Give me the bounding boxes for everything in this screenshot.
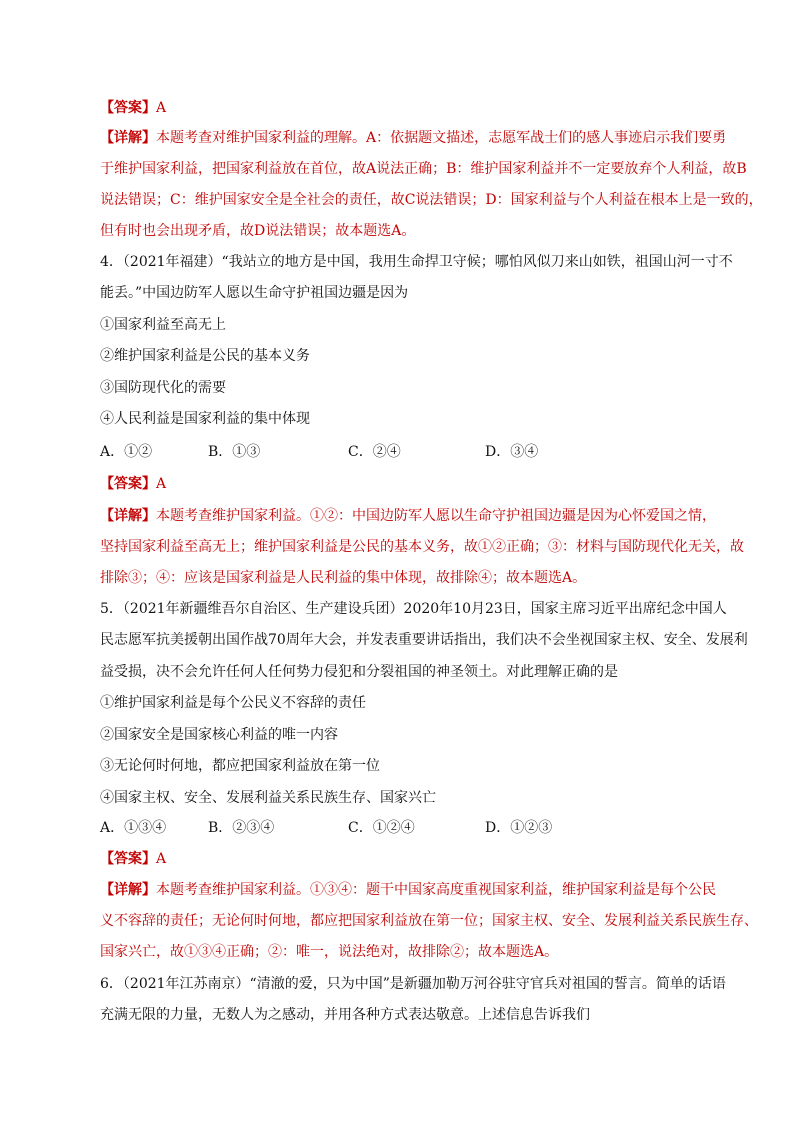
explanation-line: 说法错误；C：维护国家安全是全社会的责任，故C说法错误；D：国家利益与个人利益在根本上是一致的， bbox=[100, 192, 763, 208]
answer-value: A bbox=[156, 100, 167, 116]
answer-tag: 【答案】 bbox=[100, 476, 156, 492]
option-a: A．①③④ bbox=[100, 820, 167, 836]
explanation-line: 国家兴亡，故①③④正确；②：唯一，说法绝对，故排除②；故本题选A。 bbox=[100, 944, 559, 960]
answer-value: A bbox=[156, 476, 167, 492]
question-item: ②维护国家利益是公民的基本义务 bbox=[100, 348, 310, 364]
answer-tag: 【答案】 bbox=[100, 851, 156, 867]
option-c: C．②④ bbox=[348, 444, 401, 460]
option-b: B．①③ bbox=[208, 444, 261, 460]
explanation-text: 本题考查对维护国家利益的理解。A：依据题文描述，志愿军战士们的感人事迹启示我们要勇 bbox=[156, 130, 727, 146]
explanation-tag: 【详解】 bbox=[100, 130, 156, 146]
answer-line bbox=[100, 98, 166, 118]
explanation-tag: 【详解】 bbox=[100, 508, 156, 524]
option-b: B．②③④ bbox=[208, 820, 275, 836]
option-d: D．③④ bbox=[485, 444, 539, 460]
question-stem: 6．（2021年江苏南京）“清澈的爱，只为中国”是新疆加勒万河谷驻守官兵对祖国的誓言。简单的话语 bbox=[100, 976, 726, 992]
question-item: ①维护国家利益是每个公民义不容辞的责任 bbox=[100, 695, 366, 711]
answer-line bbox=[100, 474, 166, 494]
question-item: ③国防现代化的需要 bbox=[100, 380, 226, 396]
explanation-line: 排除③；④：应该是国家利益是人民利益的集中体现，故排除④；故本题选A。 bbox=[100, 570, 587, 586]
answer-tag: 【答案】 bbox=[100, 100, 156, 116]
question-stem: 4．（2021年福建）“我站立的地方是中国，我用生命捍卫守候；哪怕风似刀来山如铁，祖国山河一寸不 bbox=[100, 254, 733, 270]
explanation-line: 坚持国家利益至高无上；维护国家利益是公民的基本义务，故①②正确；③：材料与国防现代化无关，故 bbox=[100, 539, 744, 555]
question-stem: 能丢。”中国边防军人愿以生命守护祖国边疆是因为 bbox=[100, 285, 409, 301]
question-item: ③无论何时何地，都应把国家利益放在第一位 bbox=[100, 758, 380, 774]
question-item: ④人民利益是国家利益的集中体现 bbox=[100, 411, 310, 427]
option-a: A．①② bbox=[100, 444, 153, 460]
question-stem: 益受损，决不会允许任何人任何势力侵犯和分裂祖国的神圣领土。对此理解正确的是 bbox=[100, 664, 618, 680]
answer-value: A bbox=[156, 851, 167, 867]
explanation-line: 于维护国家利益，把国家利益放在首位，故A说法正确；B：维护国家利益并不一定要放弃个人利益，故B bbox=[100, 161, 747, 177]
explanation-tag: 【详解】 bbox=[100, 882, 156, 898]
explanation-line bbox=[100, 880, 716, 900]
explanation-text: 本题考查维护国家利益。①②：中国边防军人愿以生命守护祖国边疆是因为心怀爱国之情， bbox=[156, 508, 716, 524]
explanation-line: 但有时也会出现矛盾，故D说法错误；故本题选A。 bbox=[100, 223, 416, 239]
question-item: ②国家安全是国家核心利益的唯一内容 bbox=[100, 727, 338, 743]
option-c: C．①②④ bbox=[348, 820, 415, 836]
question-stem: 5．（2021年新疆维吾尔自治区、生产建设兵团）2020年10月23日，国家主席习近平出席纪念中国人 bbox=[100, 601, 727, 617]
question-item: ④国家主权、安全、发展利益关系民族生存、国家兴亡 bbox=[100, 790, 436, 806]
explanation-line bbox=[100, 506, 716, 526]
option-d: D．①②③ bbox=[485, 820, 553, 836]
answer-line bbox=[100, 849, 166, 869]
question-stem: 民志愿军抗美援朝出国作战70周年大会，并发表重要讲话指出，我们决不会坐视国家主权、安全、发展利 bbox=[100, 632, 748, 648]
question-item: ①国家利益至高无上 bbox=[100, 317, 226, 333]
question-stem: 充满无限的力量，无数人为之感动，并用各种方式表达敬意。上述信息告诉我们 bbox=[100, 1007, 590, 1023]
explanation-line: 义不容辞的责任；无论何时何地，都应把国家利益放在第一位；国家主权、安全、发展利益关系民族生存、 bbox=[100, 913, 758, 929]
explanation-line bbox=[100, 128, 727, 148]
explanation-text: 本题考查维护国家利益。①③④：题干中国家高度重视国家利益，维护国家利益是每个公民 bbox=[156, 882, 716, 898]
